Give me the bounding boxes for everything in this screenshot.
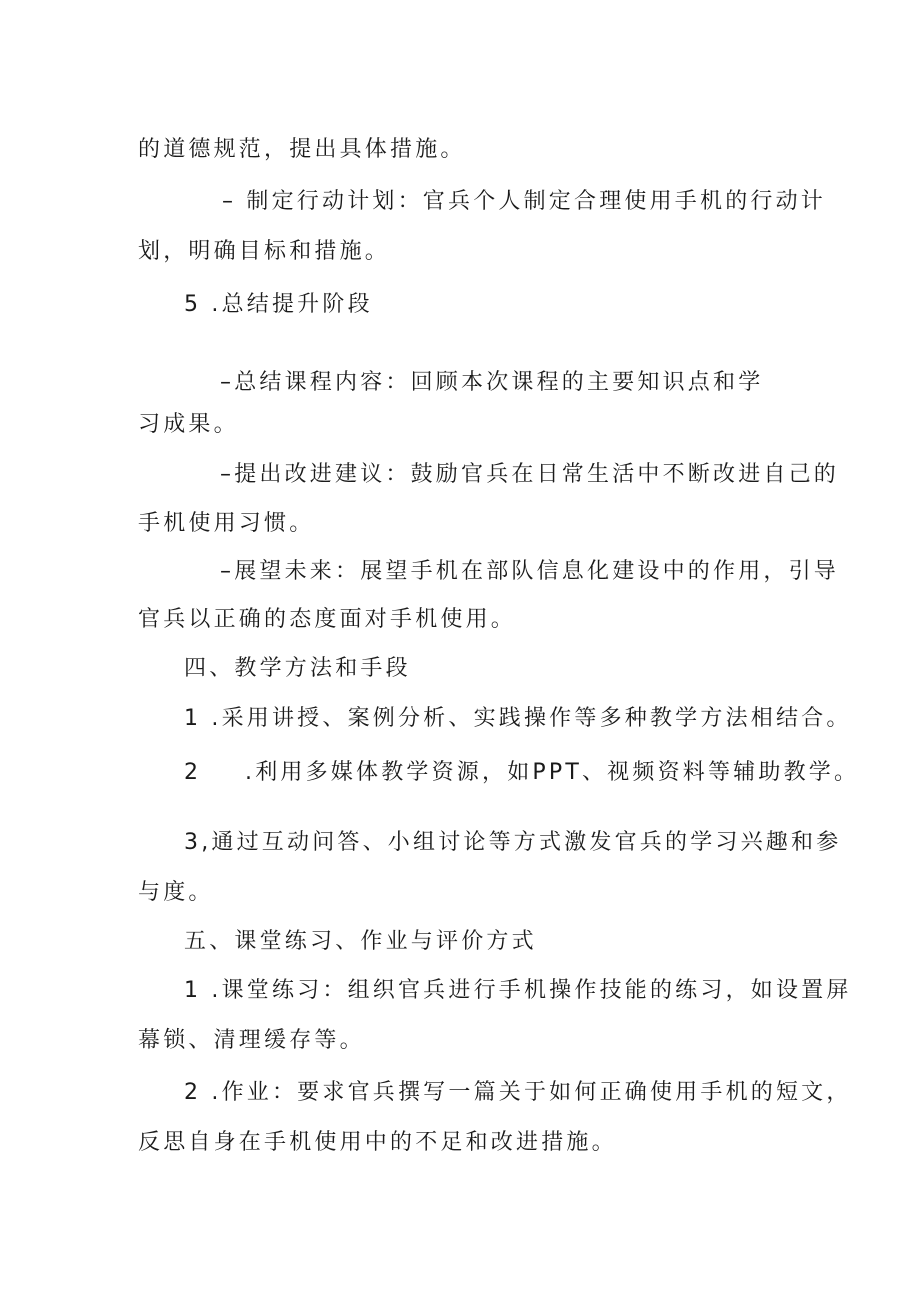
section-heading: 四、教学方法和手段 [184, 656, 411, 681]
text-line: 习成果。 [138, 412, 239, 437]
text-line: –提出改进建议：鼓励官兵在日常生活中不断改进自己的 [220, 462, 840, 487]
text-line: 划，明确目标和措施。 [138, 239, 391, 264]
list-item: 1 .课堂练习：组织官兵进行手机操作技能的练习，如设置屏 [184, 978, 852, 1003]
list-item: 3,通过互动问答、小组讨论等方式激发官兵的学习兴趣和参 [184, 830, 842, 855]
section-heading: 五、课堂练习、作业与评价方式 [184, 929, 537, 954]
text-line: 的道德规范，提出具体措施。 [138, 137, 466, 162]
text-line: –总结课程内容：回顾本次课程的主要知识点和学 [220, 370, 764, 395]
text-line: 官兵以正确的态度面对手机使用。 [138, 607, 517, 632]
text-line: 手机使用习惯。 [138, 511, 315, 536]
list-item-number: 2 [184, 760, 202, 785]
text-line: 幕锁、清理缓存等。 [138, 1028, 365, 1053]
section-heading: 5 .总结提升阶段 [184, 292, 373, 317]
text-line: 与度。 [138, 880, 214, 905]
text-line: – 制定行动计划：官兵个人制定合理使用手机的行动计 [222, 189, 826, 214]
list-item: .利用多媒体教学资源，如PPT、视频资料等辅助教学。 [245, 760, 860, 785]
list-item: 1 .采用讲授、案例分析、实践操作等多种教学方法相结合。 [184, 706, 852, 731]
list-item: 2 .作业：要求官兵撰写一篇关于如何正确使用手机的短文， [184, 1080, 852, 1105]
text-line: –展望未来：展望手机在部队信息化建设中的作用，引导 [220, 559, 840, 584]
text-line: 反思自身在手机使用中的不足和改进措施。 [138, 1130, 617, 1155]
